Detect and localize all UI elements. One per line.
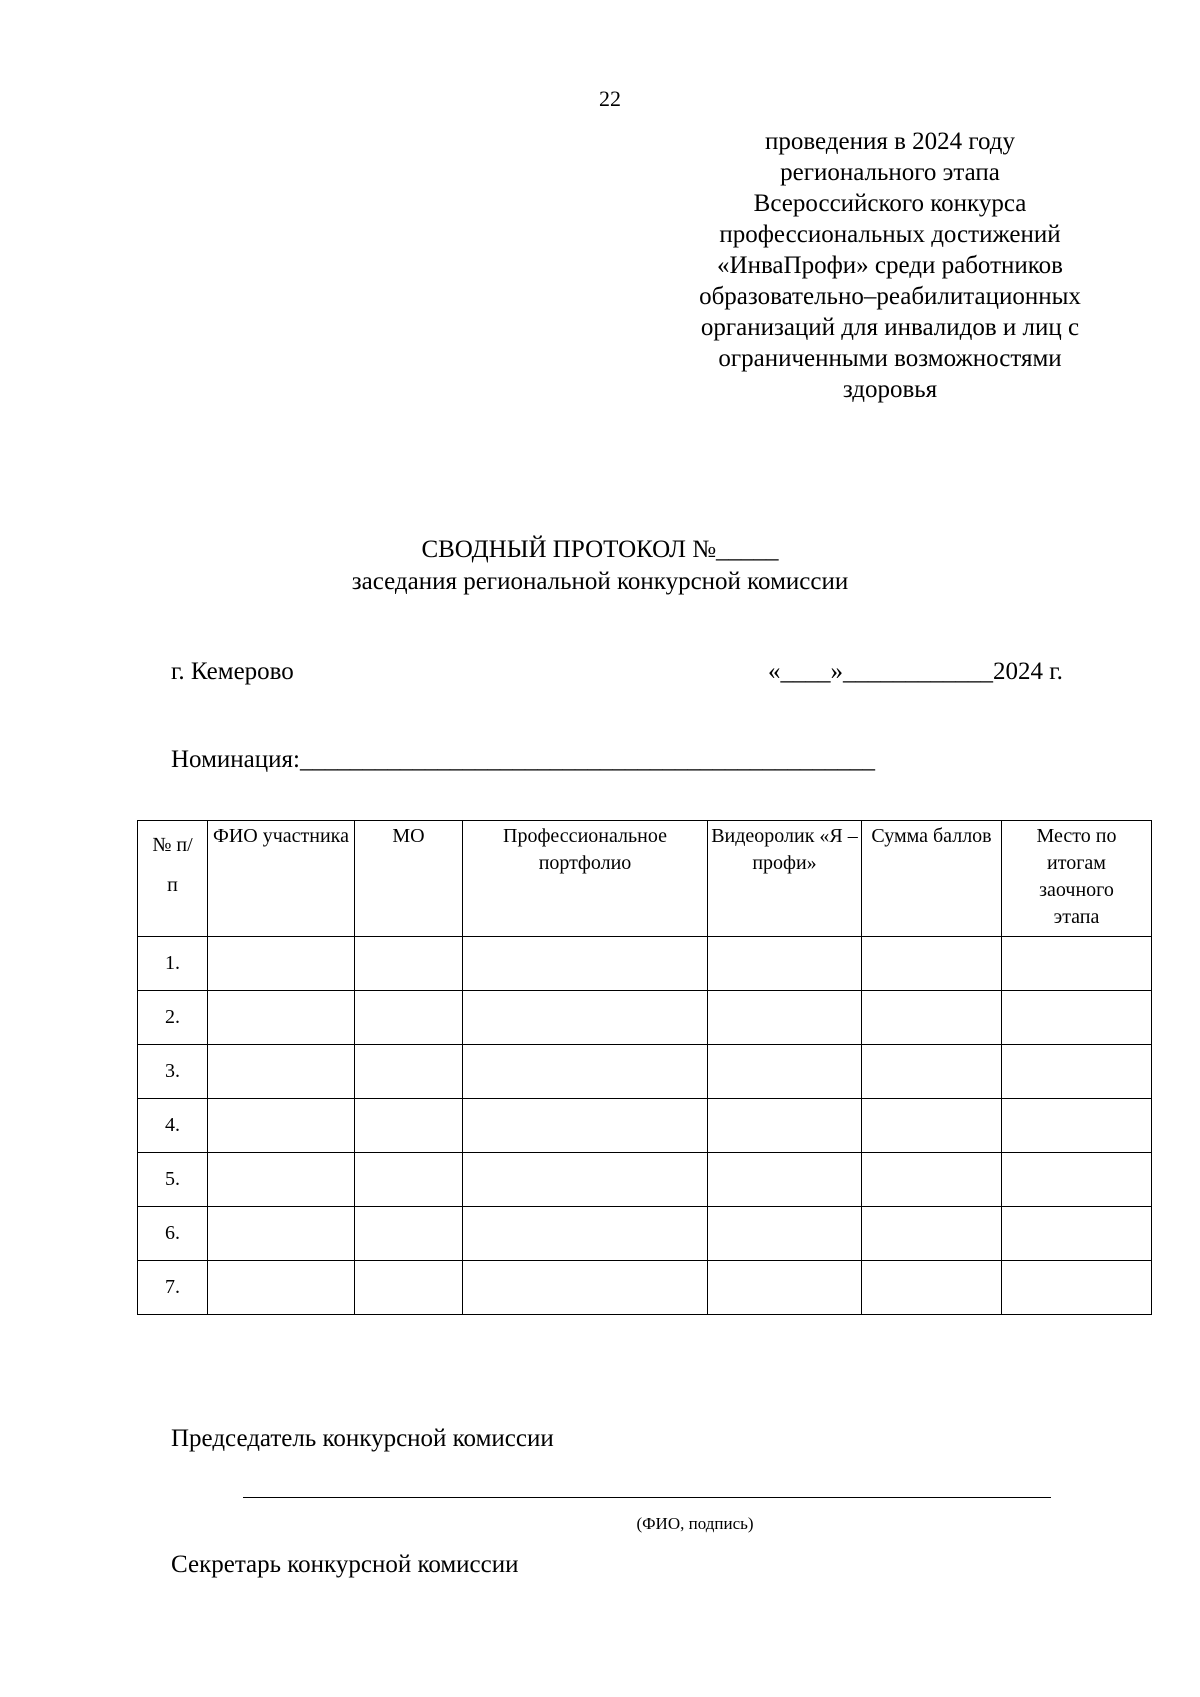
cell-portfolio[interactable] [463, 937, 708, 991]
cell-name[interactable] [208, 1261, 355, 1315]
cell-score[interactable] [862, 1153, 1002, 1207]
cell-place[interactable] [1002, 1045, 1152, 1099]
column-header-portfolio: Профессиональное портфолио [463, 821, 708, 937]
protocol-title: СВОДНЫЙ ПРОТОКОЛ №_____ [421, 536, 779, 563]
table-row [138, 991, 1152, 1045]
cell-mo[interactable] [355, 1099, 463, 1153]
results-table [137, 820, 1152, 1315]
row-number: 1. [138, 937, 208, 991]
cell-place[interactable] [1002, 1261, 1152, 1315]
cell-place[interactable] [1002, 1099, 1152, 1153]
header-line: проведения в 2024 году [764, 128, 1016, 155]
cell-mo[interactable] [355, 1045, 463, 1099]
cell-video[interactable] [708, 937, 862, 991]
cell-place[interactable] [1002, 937, 1152, 991]
cell-portfolio[interactable] [463, 1099, 708, 1153]
row-number: 2. [138, 991, 208, 1045]
table-row [138, 1153, 1152, 1207]
column-header-score: Сумма баллов [862, 821, 1002, 937]
header-line: ограниченными возможностями [718, 345, 1062, 372]
cell-portfolio[interactable] [463, 1261, 708, 1315]
table-row [138, 1261, 1152, 1315]
cell-place[interactable] [1002, 1153, 1152, 1207]
cell-mo[interactable] [355, 1261, 463, 1315]
cell-video[interactable] [708, 1207, 862, 1261]
cell-name[interactable] [208, 1207, 355, 1261]
column-header-video: Видеоролик «Я – профи» [708, 821, 862, 937]
signature-caption: (ФИО, подпись) [636, 1514, 754, 1533]
cell-score[interactable] [862, 1261, 1002, 1315]
header-line: Всероссийского конкурса [753, 190, 1027, 217]
table-row [138, 937, 1152, 991]
cell-place[interactable] [1002, 991, 1152, 1045]
header-line: «ИнваПрофи» среди работников [717, 252, 1063, 279]
cell-score[interactable] [862, 1045, 1002, 1099]
protocol-subtitle: заседания региональной конкурсной комиссии [351, 568, 849, 595]
table-row [138, 1045, 1152, 1099]
cell-mo[interactable] [355, 937, 463, 991]
cell-name[interactable] [208, 937, 355, 991]
cell-video[interactable] [708, 991, 862, 1045]
table-row [138, 1099, 1152, 1153]
row-number: 7. [138, 1261, 208, 1315]
row-number: 5. [138, 1153, 208, 1207]
column-header-place: Место по итогам заочного этапа [1002, 821, 1152, 937]
document-header [600, 126, 1180, 405]
header-line: образовательно–реабилитационных [699, 283, 1081, 310]
header-line: профессиональных достижений [719, 221, 1061, 248]
date-field: «____»____________2024 г. [768, 658, 1063, 685]
cell-place[interactable] [1002, 1207, 1152, 1261]
secretary-label: Секретарь конкурсной комиссии [171, 1551, 519, 1578]
cell-portfolio[interactable] [463, 1045, 708, 1099]
cell-name[interactable] [208, 1099, 355, 1153]
cell-name[interactable] [208, 1045, 355, 1099]
cell-video[interactable] [708, 1099, 862, 1153]
table-header-row [138, 821, 1152, 937]
city: г. Кемерово [171, 658, 294, 685]
table-row [138, 1207, 1152, 1261]
row-number: 6. [138, 1207, 208, 1261]
cell-name[interactable] [208, 991, 355, 1045]
page-number: 22 [599, 86, 621, 111]
row-number: 4. [138, 1099, 208, 1153]
cell-score[interactable] [862, 1207, 1002, 1261]
header-line: организаций для инвалидов и лиц с [700, 314, 1080, 341]
signature-line[interactable] [243, 1497, 1051, 1498]
cell-video[interactable] [708, 1261, 862, 1315]
cell-score[interactable] [862, 1099, 1002, 1153]
column-header-name: ФИО участника [208, 821, 355, 937]
header-line: здоровья [842, 376, 938, 403]
chairman-label: Председатель конкурсной комиссии [171, 1425, 554, 1452]
column-header-number: № п/п [138, 821, 208, 937]
cell-mo[interactable] [355, 1153, 463, 1207]
cell-video[interactable] [708, 1045, 862, 1099]
cell-portfolio[interactable] [463, 1153, 708, 1207]
header-line: регионального этапа [780, 159, 1000, 186]
cell-mo[interactable] [355, 1207, 463, 1261]
row-number: 3. [138, 1045, 208, 1099]
cell-portfolio[interactable] [463, 1207, 708, 1261]
nomination-field: Номинация:______________________________________________ [171, 746, 875, 773]
cell-mo[interactable] [355, 991, 463, 1045]
cell-video[interactable] [708, 1153, 862, 1207]
column-header-mo: МО [355, 821, 463, 937]
cell-score[interactable] [862, 937, 1002, 991]
cell-portfolio[interactable] [463, 991, 708, 1045]
cell-score[interactable] [862, 991, 1002, 1045]
cell-name[interactable] [208, 1153, 355, 1207]
